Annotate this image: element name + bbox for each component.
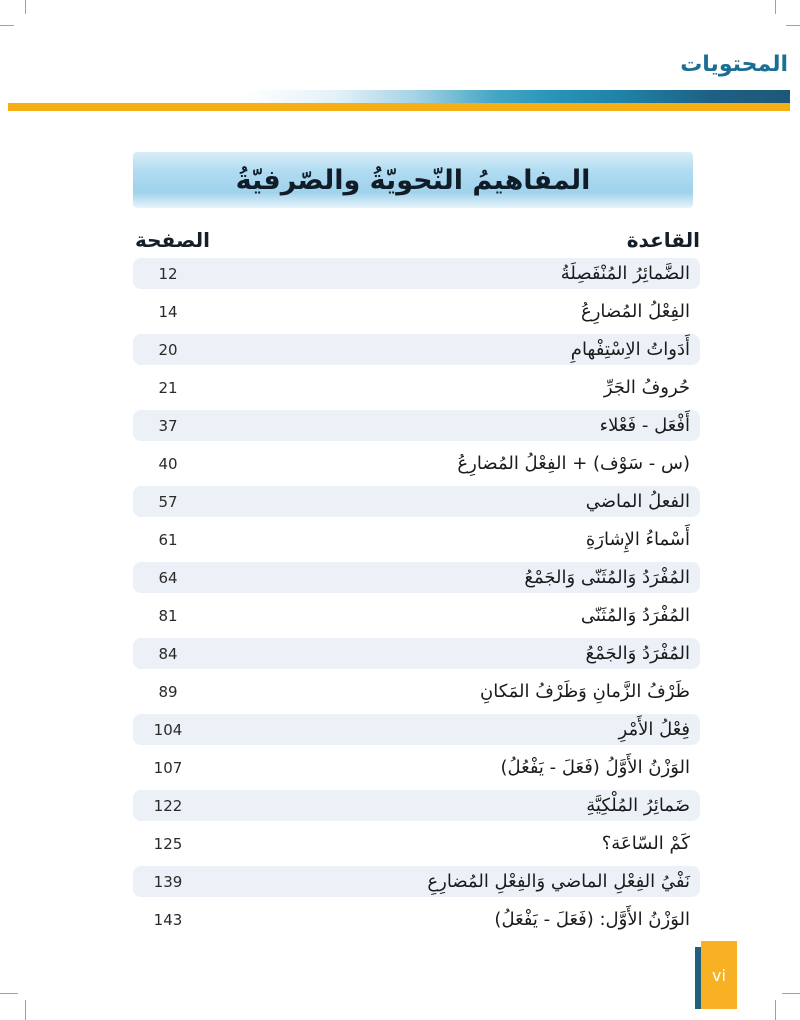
toc-row bbox=[133, 676, 700, 707]
crop-mark bbox=[0, 993, 18, 994]
crop-mark bbox=[25, 1000, 26, 1020]
toc-row bbox=[133, 258, 700, 289]
toc-entry-title: الفعلُ الماضي bbox=[585, 491, 690, 512]
toc-entry-title: المُفْرَدُ وَالمُثَنّى bbox=[580, 605, 690, 626]
toc-entry-title: أَسْماءُ الإِشارَةِ bbox=[585, 529, 690, 550]
toc-entry-title: أَدَواتُ الاِسْتِفْهامِ bbox=[570, 339, 690, 360]
toc-page-number: 57 bbox=[158, 492, 178, 511]
toc-entry-title: ظَرْفُ الزَّمانِ وَظَرْفُ المَكانِ bbox=[480, 681, 690, 702]
toc-row bbox=[133, 334, 700, 365]
crop-mark bbox=[0, 25, 14, 26]
toc-row bbox=[133, 372, 700, 403]
column-headers bbox=[133, 216, 700, 252]
toc-row bbox=[133, 448, 700, 479]
toc-entry-title: الفِعْلُ المُضارِعُ bbox=[580, 301, 690, 322]
toc-page-number: 104 bbox=[153, 720, 183, 739]
toc-entry-title: نَفْيُ الفِعْلِ الماضي وَالفِعْلِ المُضارِعِ bbox=[427, 871, 690, 892]
crop-mark bbox=[786, 25, 800, 26]
toc-entry-title: حُروفُ الجَرِّ bbox=[603, 377, 690, 398]
column-header-rule: القاعدة bbox=[626, 228, 700, 252]
page-number-tab bbox=[695, 941, 737, 1009]
toc-entry-title: المُفْرَدُ وَالمُثَنّى وَالجَمْعُ bbox=[524, 567, 690, 588]
toc-entry-title: الضَّمائِرُ المُنْفَصِلَةُ bbox=[560, 263, 690, 284]
toc-page-number: 84 bbox=[158, 644, 178, 663]
toc-row bbox=[133, 296, 700, 327]
toc-page-number: 40 bbox=[158, 454, 178, 473]
toc-page-number: 125 bbox=[153, 834, 183, 853]
page-number-badge bbox=[701, 941, 737, 1009]
toc-page-number: 21 bbox=[158, 378, 178, 397]
toc-page-number: 122 bbox=[153, 796, 183, 815]
toc-entry-title: فِعْلُ الأَمْرِ bbox=[618, 719, 690, 740]
toc-entry-title: الوَزْنُ الأَوَّل: (فَعَلَ - يَفْعَلُ) bbox=[494, 909, 690, 930]
toc-entry-title: المُفْرَدُ وَالجَمْعُ bbox=[585, 643, 690, 664]
toc-page-number: 139 bbox=[153, 872, 183, 891]
section-title-banner bbox=[133, 152, 693, 208]
toc-row bbox=[133, 600, 700, 631]
toc-row bbox=[133, 410, 700, 441]
toc-row bbox=[133, 714, 700, 745]
toc-page-number: 14 bbox=[158, 302, 178, 321]
toc-page-number: 37 bbox=[158, 416, 178, 435]
toc-page-number: 81 bbox=[158, 606, 178, 625]
toc-entry-title: الوَزْنُ الأَوَّلُ (فَعَلَ - يَفْعُلُ) bbox=[500, 757, 690, 778]
toc-entry-title: ضَمائِرُ المُلْكِيَّةِ bbox=[586, 795, 690, 816]
toc-page-number: 64 bbox=[158, 568, 178, 587]
toc-row bbox=[133, 752, 700, 783]
section-title: المفاهيمُ النّحويّةُ والصّرفيّةُ bbox=[235, 164, 591, 196]
contents-heading: المحتويات bbox=[680, 52, 788, 77]
toc-row bbox=[133, 486, 700, 517]
crop-mark bbox=[775, 1000, 776, 1020]
toc-page-number: 107 bbox=[153, 758, 183, 777]
toc-page-number: 143 bbox=[153, 910, 183, 929]
toc-entry-title: (س - سَوْف) + الفِعْلُ المُضارِعُ bbox=[457, 453, 690, 474]
toc-row bbox=[133, 828, 700, 859]
toc-row bbox=[133, 524, 700, 555]
crop-mark bbox=[25, 0, 26, 14]
toc-row bbox=[133, 562, 700, 593]
toc-page-number: 61 bbox=[158, 530, 178, 549]
crop-mark bbox=[782, 993, 800, 994]
toc-row bbox=[133, 790, 700, 821]
toc-page-number: 20 bbox=[158, 340, 178, 359]
toc-page-number: 12 bbox=[158, 264, 178, 283]
gradient-rule-bar bbox=[8, 90, 790, 103]
column-header-page: الصفحة bbox=[135, 228, 211, 252]
toc-page-number: 89 bbox=[158, 682, 178, 701]
yellow-rule-bar bbox=[8, 103, 790, 111]
toc-entry-title: أَفْعَل - فَعْلاء bbox=[599, 415, 690, 436]
toc-row bbox=[133, 904, 700, 935]
toc-entry-title: كَمْ السّاعَة؟ bbox=[601, 833, 690, 854]
toc-list bbox=[133, 258, 700, 942]
crop-mark bbox=[775, 0, 776, 14]
toc-row bbox=[133, 638, 700, 669]
toc-row bbox=[133, 866, 700, 897]
page-number: vi bbox=[712, 965, 726, 985]
